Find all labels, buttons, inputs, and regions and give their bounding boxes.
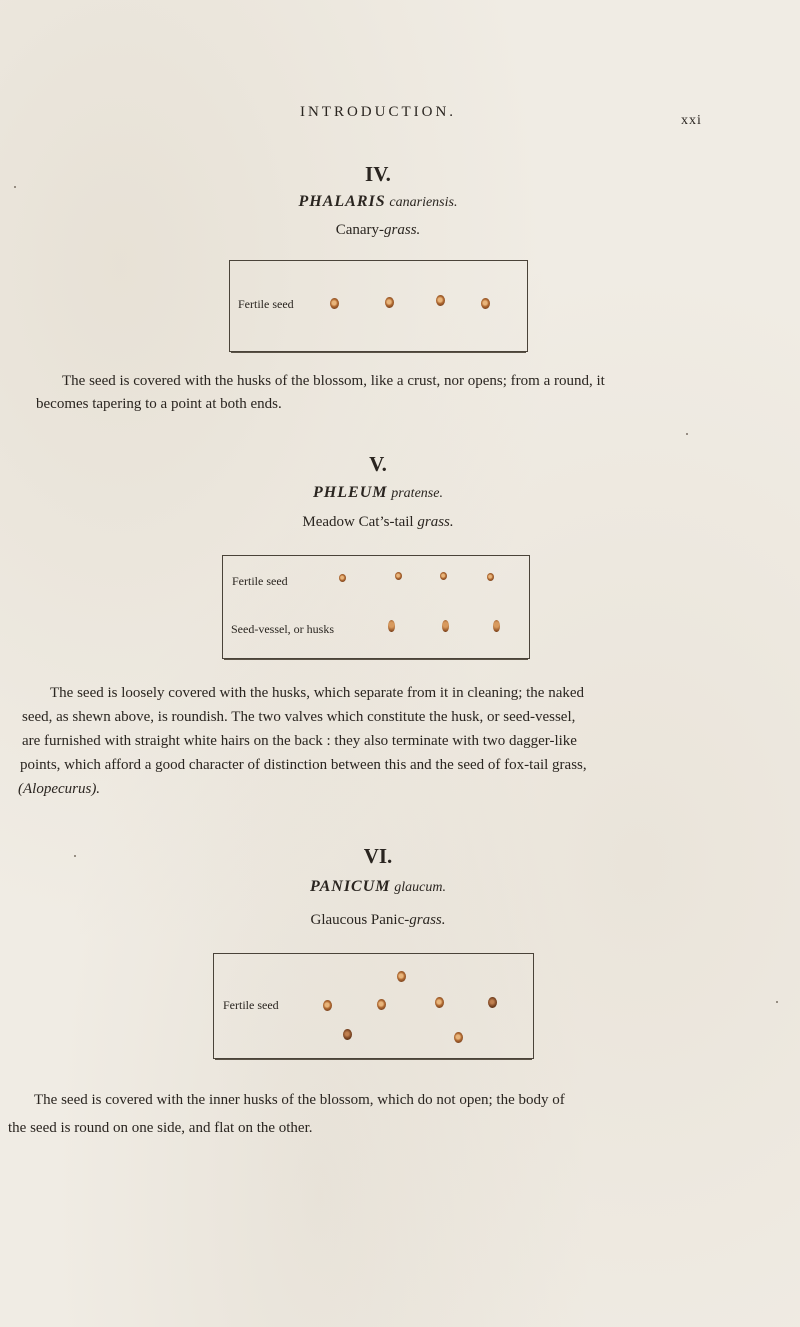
fertile-seed-label: Fertile seed (223, 998, 279, 1012)
paper-speck (74, 855, 76, 857)
seed-specimen (435, 997, 444, 1008)
fertile-seed-label: Fertile seed (232, 574, 288, 588)
description-line: points, which afford a good character of distinction between this and the seed of fox-tail grass, (20, 757, 587, 773)
description-line: The seed is covered with the husks of the blossom, like a crust, nor opens; from a round, it (62, 373, 605, 389)
seed-specimen (436, 295, 445, 306)
paper-speck (686, 433, 688, 435)
species-title (0, 193, 756, 211)
section-numeral: V. (369, 452, 387, 476)
section-numeral: IV. (365, 162, 391, 186)
species-epithet: canariensis. (389, 195, 458, 210)
husk-specimen (442, 620, 449, 632)
species-title (0, 878, 756, 896)
seed-specimen (323, 1000, 332, 1011)
paper-speck (14, 186, 16, 188)
section-numeral: VI. (363, 844, 393, 868)
common-name (0, 912, 756, 929)
common-name-text: Glaucous Panic- (310, 912, 410, 928)
seed-specimen (488, 997, 497, 1008)
fertile-seed-label: Fertile seed (238, 297, 294, 311)
genus-reference: (Alopecurus). (18, 781, 101, 797)
husk-specimen (388, 620, 395, 632)
specimen-plate (229, 260, 528, 352)
description-line: are furnished with straight white hairs on the back : they also terminate with two dagger-like (22, 733, 577, 749)
seed-specimen (377, 999, 386, 1010)
common-name (0, 222, 756, 239)
description-line: The seed is loosely covered with the husks, which separate from it in cleaning; the naked (50, 685, 585, 701)
genus-name: PHALARIS (298, 193, 386, 210)
seed-specimen (487, 573, 494, 581)
seed-specimen (454, 1032, 463, 1043)
common-name-italic: grass. (384, 222, 421, 238)
husk-specimen (493, 620, 500, 632)
description-line (18, 777, 100, 801)
seed-specimen (343, 1029, 352, 1040)
species-epithet: glaucum. (394, 880, 446, 895)
paper-speck (776, 1001, 778, 1003)
seed-specimen (385, 297, 394, 308)
seed-specimen (397, 971, 406, 982)
description-line: becomes tapering to a point at both ends. (36, 396, 282, 412)
description-line: seed, as shewn above, is roundish. The two valves which constitute the husk, or seed-vessel, (22, 709, 576, 725)
page-number: xxi (681, 113, 702, 128)
description-line: The seed is covered with the inner husks of the blossom, which do not open; the body of (34, 1092, 565, 1108)
seed-specimen (395, 572, 402, 580)
specimen-plate (222, 555, 530, 659)
genus-name: PHLEUM (313, 484, 388, 501)
species-title (0, 484, 756, 502)
seed-specimen (440, 572, 447, 580)
running-head: INTRODUCTION. (299, 104, 457, 120)
common-name (0, 514, 756, 531)
common-name-italic: grass. (409, 912, 446, 928)
common-name-italic: grass. (417, 514, 454, 530)
seed-specimen (481, 298, 490, 309)
specimen-plate (213, 953, 534, 1059)
common-name-text: Meadow Cat’s-tail (302, 514, 418, 530)
genus-name: PANICUM (310, 878, 391, 895)
seed-specimen (339, 574, 346, 582)
species-epithet: pratense. (391, 486, 443, 501)
common-name-text: Canary- (335, 222, 385, 238)
seed-vessel-label: Seed-vessel, or husks (231, 622, 334, 636)
description-line: the seed is round on one side, and flat on the other. (8, 1120, 313, 1136)
seed-specimen (330, 298, 339, 309)
